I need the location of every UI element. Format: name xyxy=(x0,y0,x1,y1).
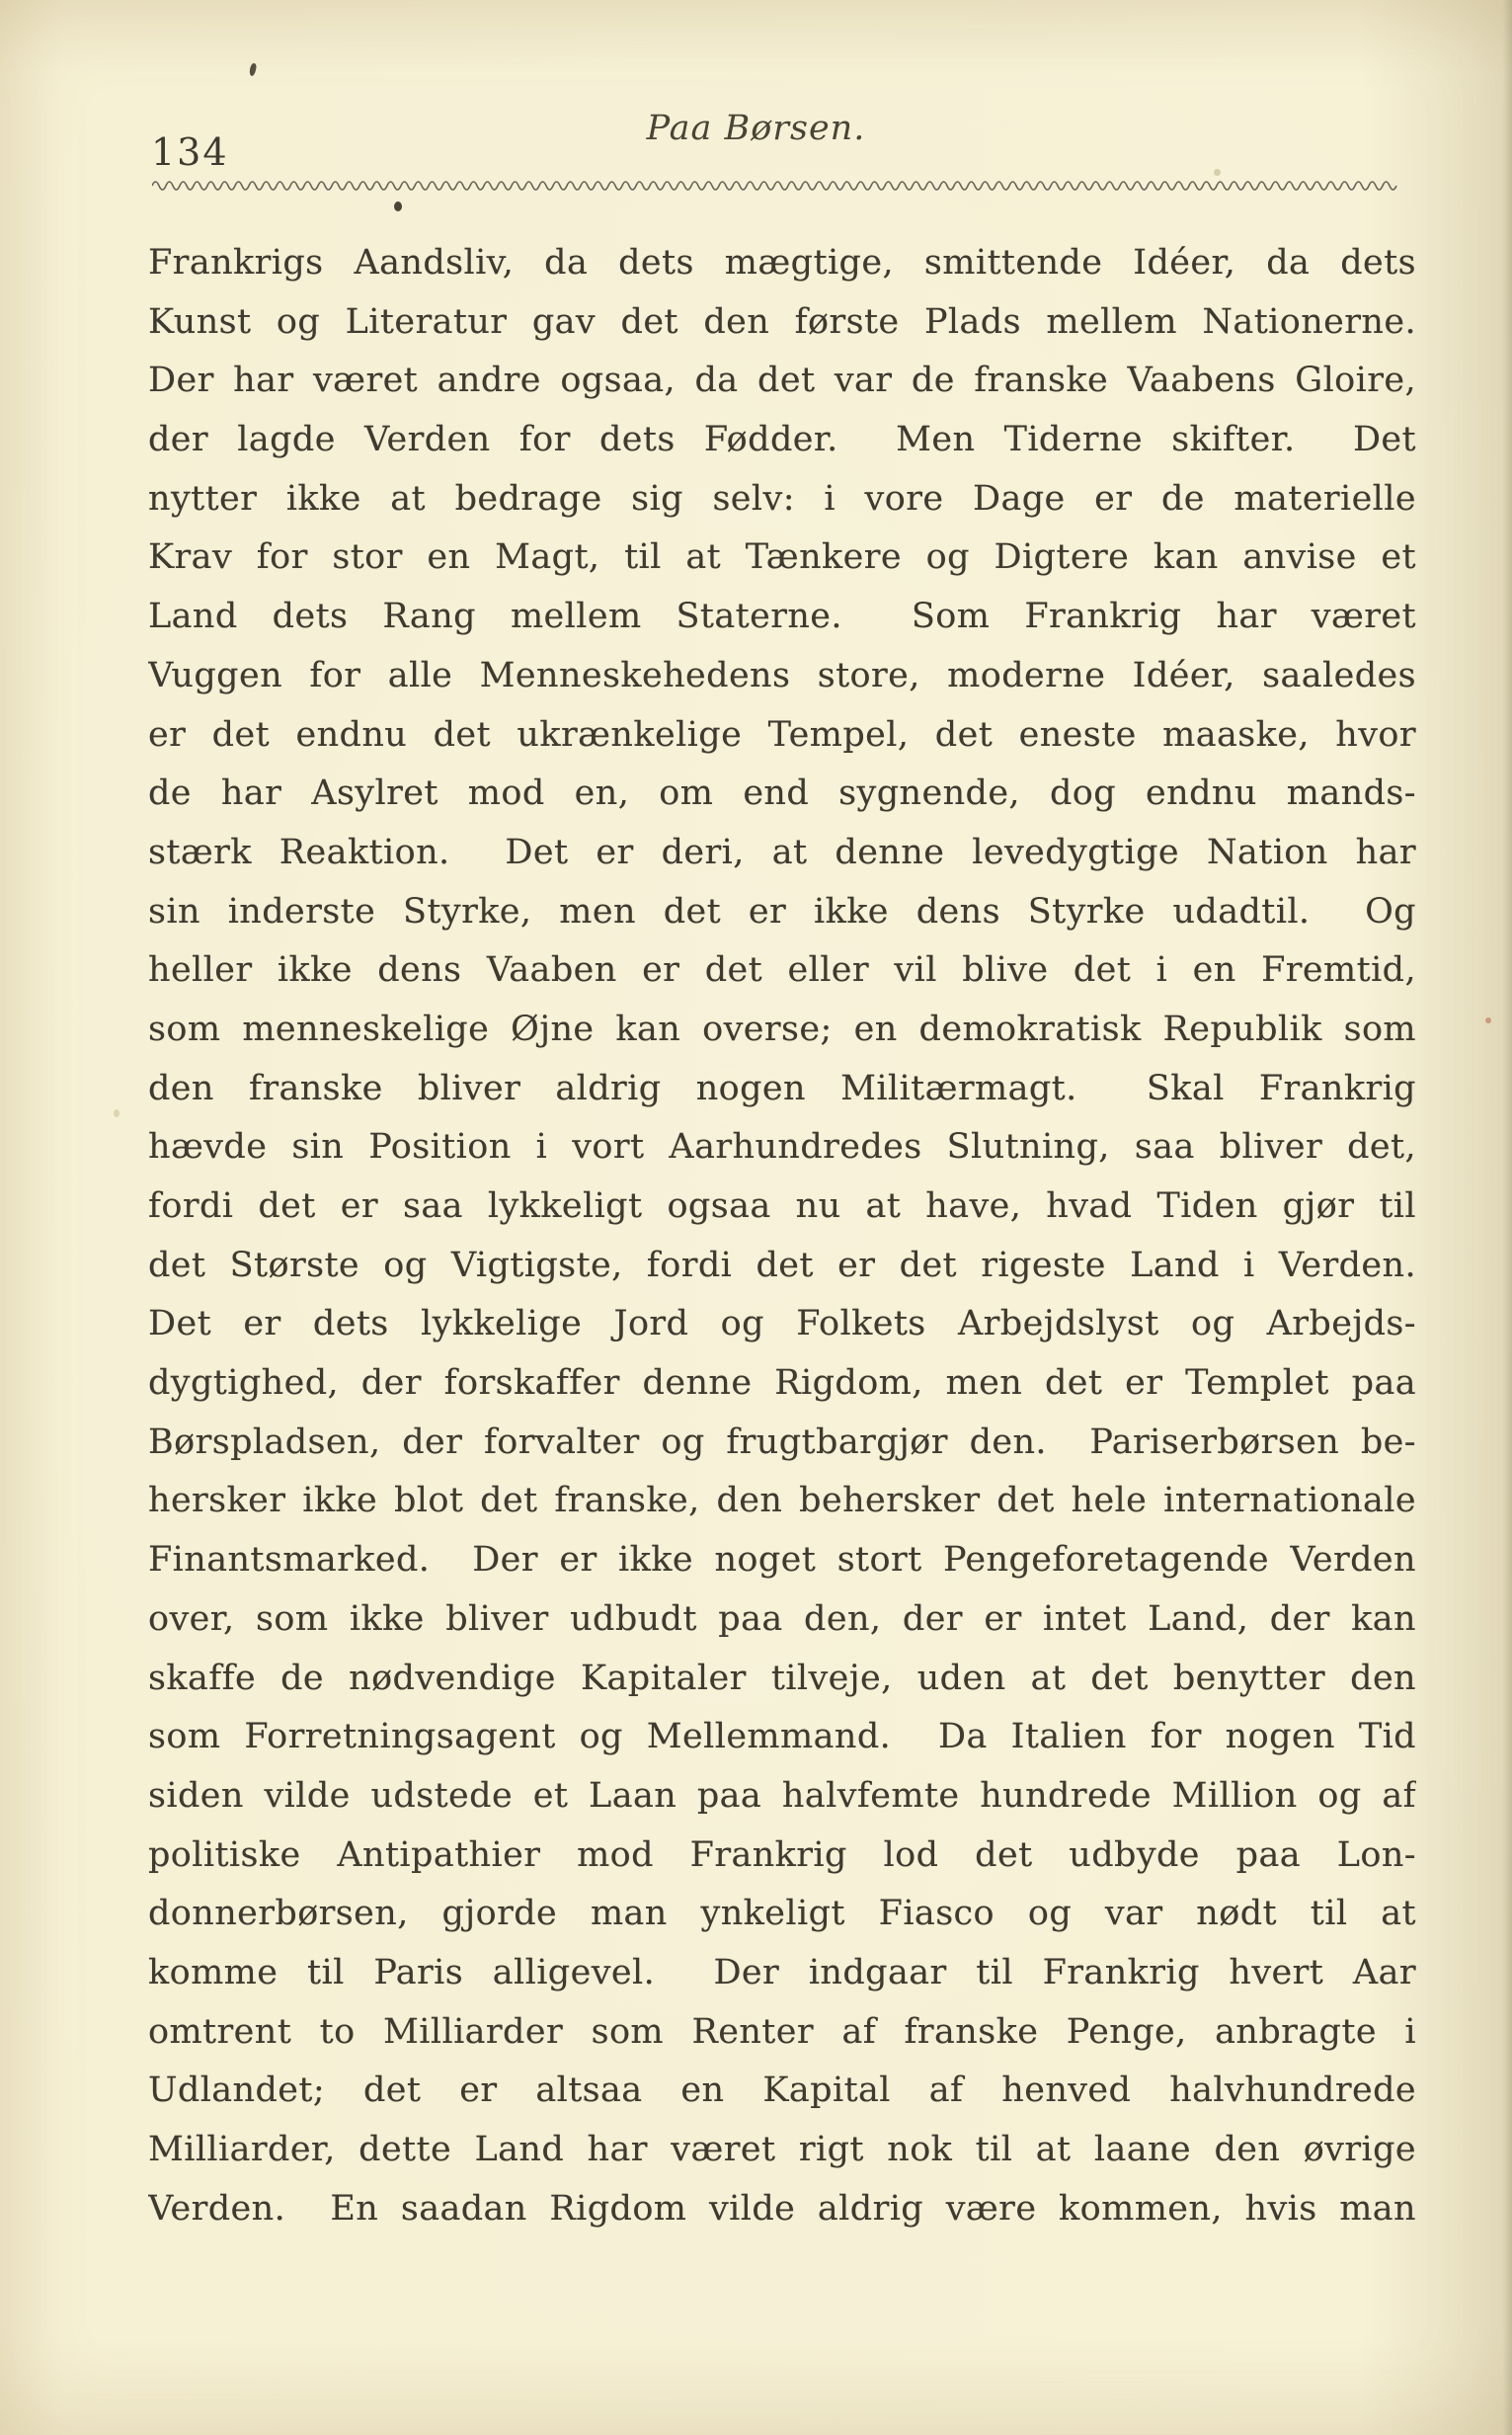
text-line: siden vilde udstede et Laan paa halvfemte hundrede Million og af xyxy=(148,1775,1416,1816)
body-text xyxy=(148,234,1416,2238)
text-line: som menneskelige Øjne kan overse; en demokratisk Republik som xyxy=(148,1009,1416,1049)
text-line: Finantsmarked. Der er ikke noget stort Pengeforetagende Verden xyxy=(148,1540,1416,1581)
text-line: heller ikke dens Vaaben er det eller vil blive det i en Fremtid, xyxy=(148,950,1416,991)
text-line: Det er dets lykkelige Jord og Folkets Arbejdslyst og Arbejds- xyxy=(148,1304,1416,1344)
text-line: sin inderste Styrke, men det er ikke dens Styrke udadtil. Og xyxy=(148,891,1416,932)
text-line: Frankrigs Aandsliv, da dets mægtige, smittende Idéer, da dets xyxy=(148,243,1416,283)
wavy-rule-path xyxy=(152,182,1396,190)
text-line: nytter ikke at bedrage sig selv: i vore Dage er de materielle xyxy=(148,478,1416,519)
text-line: de har Asylret mod en, om end sygnende, dog endnu mands- xyxy=(148,773,1416,814)
text-line: stærk Reaktion. Det er deri, at denne levedygtige Nation har xyxy=(148,832,1416,872)
ink-speck xyxy=(249,62,258,76)
text-line: Milliarder, dette Land har været rigt nok til at laane den øvrige xyxy=(148,2130,1416,2169)
text-line: hersker ikke blot det franske, den behersker det hele internationale xyxy=(148,1481,1416,1521)
text-line: Udlandet; det er altsaa en Kapital af henved halvhundrede xyxy=(148,2070,1416,2111)
text-line: fordi det er saa lykkeligt ogsaa nu at have, hvad Tiden gjør til xyxy=(148,1186,1416,1226)
text-line: er det endnu det ukrænkelige Tempel, det eneste maaske, hvor xyxy=(148,714,1416,755)
text-line: skaffe de nødvendige Kapitaler tilveje, uden at det benytter den xyxy=(148,1658,1416,1698)
text-line: Børspladsen, der forvalter og frugtbargjør den. Pariserbørsen be- xyxy=(148,1421,1416,1462)
running-title: Paa Børsen. xyxy=(646,109,866,148)
text-line: omtrent to Milliarder som Renter af franske Penge, anbragte i xyxy=(148,2011,1416,2052)
page-number: 134 xyxy=(151,130,229,174)
text-line: som Forretningsagent og Mellemmand. Da Italien for nogen Tid xyxy=(148,1717,1416,1757)
text-line: Vuggen for alle Menneskehedens store, moderne Idéer, saaledes xyxy=(148,655,1416,695)
text-line: dygtighed, der forskaffer denne Rigdom, men det er Templet paa xyxy=(148,1363,1416,1404)
text-line: over, som ikke bliver udbudt paa den, der er intet Land, der kan xyxy=(148,1598,1416,1639)
text-line: komme til Paris alligevel. Der indgaar til Frankrig hvert Aar xyxy=(148,1952,1416,1992)
text-line: hævde sin Position i vort Aarhundredes Slutning, saa bliver det, xyxy=(148,1127,1416,1168)
text-line: den franske bliver aldrig nogen Militærmagt. Skal Frankrig xyxy=(148,1068,1416,1108)
text-line: det Største og Vigtigste, fordi det er det rigeste Land i Verden. xyxy=(148,1245,1416,1285)
ink-speck xyxy=(394,202,402,211)
text-line: der lagde Verden for dets Fødder. Men Tiderne skifter. Det xyxy=(148,420,1416,460)
paper-speck xyxy=(114,1109,119,1117)
paper-speck xyxy=(1214,169,1221,176)
ink-speck xyxy=(1485,1017,1491,1023)
text-line: Krav for stor en Magt, til at Tænkere og Digtere kan anvise et xyxy=(148,537,1416,578)
text-line: Der har været andre ogsaa, da det var de franske Vaabens Gloire, xyxy=(148,361,1416,401)
wavy-rule xyxy=(152,178,1398,194)
text-line: Verden. En saadan Rigdom vilde aldrig være kommen, hvis man xyxy=(148,2188,1416,2229)
text-line: Kunst og Literatur gav det den første Plads mellem Nationerne. xyxy=(148,301,1416,342)
text-line: politiske Antipathier mod Frankrig lod det udbyde paa Lon- xyxy=(148,1834,1416,1875)
text-line: Land dets Rang mellem Staterne. Som Frankrig har været xyxy=(148,597,1416,637)
text-line: donnerbørsen, gjorde man ynkeligt Fiasco og var nødt til at xyxy=(148,1894,1416,1934)
